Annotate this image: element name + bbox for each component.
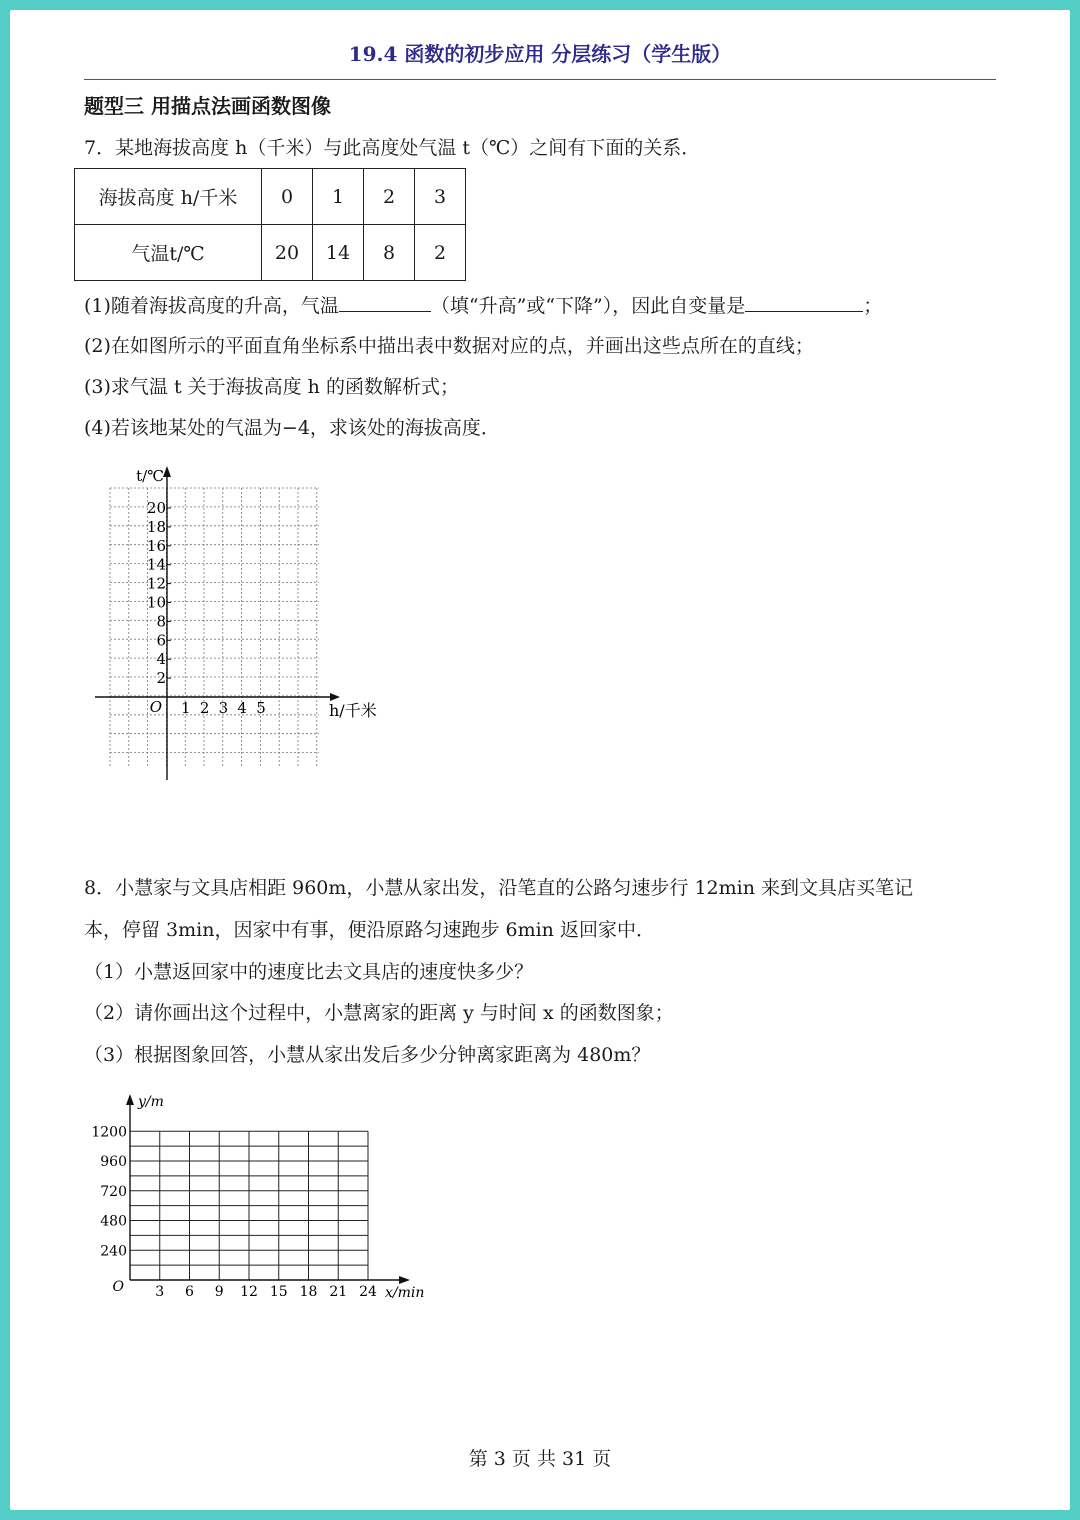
q8-line2: 本，停留 3min，因家中有事，便沿原路匀速跑步 6min 返回家中． [84,919,655,941]
y-axis-label: y/m [138,1094,164,1110]
x-tick-label: 18 [299,1284,318,1300]
x-axis-label: x/min [385,1285,425,1300]
section-title: 题型三 用描点法画函数图像 [84,94,331,118]
q8-part2: （2）请你画出这个过程中，小慧离家的距离 y 与时间 x 的函数图象； [84,1002,674,1024]
y-tick-label: 480 [100,1213,127,1230]
y-tick-label: 240 [100,1243,127,1260]
chart2-grid [130,1131,368,1280]
table-cell: 20 [262,225,313,281]
chart2-axes [126,1094,410,1284]
y-tick-label: 2 [156,669,166,688]
q7-stem: 7．某地海拔高度 h（千米）与此高度处气温 t（℃）之间有下面的关系． [84,137,701,159]
q7-part1-text-c: ； [863,295,883,317]
y-tick-label: 12 [146,574,166,593]
q7-part1-text-a: (1)随着海拔高度的升高，气温 [84,295,339,317]
x-tick-label: 3 [155,1284,165,1300]
page-footer: 第 3 页 共 31 页 [468,1448,612,1470]
table-cell: 8 [364,225,415,281]
chart1-axes [95,466,340,780]
table-row-label: 海拔高度 h/千米 [75,169,262,225]
table-cell: 2 [415,225,466,281]
x-tick-label: 6 [185,1284,194,1300]
q8-part3: （3）根据图象回答，小慧从家出发后多少分钟离家距离为 480m？ [84,1044,651,1066]
x-tick-label: 4 [237,699,247,717]
x-tick-label: 9 [214,1284,224,1300]
x-tick-label: 21 [329,1284,348,1300]
chart-distance-time [70,1080,440,1300]
chart1-labels [136,467,377,720]
q8-part1: （1）小慧返回家中的速度比去文具店的速度快多少？ [84,961,534,983]
header-divider [84,79,996,80]
origin-label: O [149,698,162,716]
q7-data-table [74,168,466,281]
q7-part3: (3)求气温 t 关于海拔高度 h 的函数解析式； [84,376,459,398]
origin-label: O [112,1279,124,1295]
answer-blank-2[interactable] [745,291,863,312]
y-tick-label: 18 [146,517,166,536]
table-row [75,169,466,225]
y-tick-label: 960 [100,1154,127,1170]
x-tick-label: 3 [218,699,229,717]
x-tick-label: 1 [181,699,191,717]
answer-blank-1[interactable] [339,291,431,312]
y-tick-label: 20 [146,499,166,517]
q8-line1: 8．小慧家与文具店相距 960m，小慧从家出发，沿笔直的公路匀速步行 12min 来到文具店买笔记 [84,877,913,899]
x-tick-label: 5 [256,699,266,717]
y-axis-arrow-icon [126,1094,134,1105]
chart-temperature-altitude [70,450,400,790]
chart1-grid [110,488,319,768]
y-axis-label: t/℃ [136,467,164,485]
x-axis-arrow-icon [399,1276,410,1284]
x-tick-label: 24 [359,1284,377,1300]
y-tick-label: 10 [146,593,166,612]
page-header-title: 19.4 函数的初步应用 分层练习（学生版） [348,42,732,66]
q7-part4: (4)若该地某处的气温为−4，求该处的海拔高度． [84,417,500,439]
y-tick-label: 720 [100,1183,127,1200]
worksheet-page [10,10,1070,1510]
table-row-label: 气温t/℃ [75,225,262,281]
q7-part1 [84,291,882,320]
table-row [75,225,466,281]
chart2-labels [91,1094,424,1300]
y-tick-label: 4 [156,650,166,669]
table-cell: 1 [313,169,364,225]
y-tick-label: 1200 [91,1124,127,1141]
table-cell: 14 [313,225,364,281]
table-cell: 0 [262,169,313,225]
q7-part1-text-b: （填“升高”或“下降”），因此自变量是 [430,295,746,317]
table-cell: 2 [364,169,415,225]
x-tick-label: 2 [199,699,210,717]
table-cell: 3 [415,169,466,225]
q7-part2: (2)在如图所示的平面直角坐标系中描出表中数据对应的点，并画出这些点所在的直线； [84,335,814,357]
x-tick-label: 15 [269,1284,288,1300]
x-axis-arrow-icon [330,693,340,701]
y-tick-label: 16 [146,536,166,555]
x-tick-label: 12 [240,1284,258,1300]
y-tick-label: 6 [156,631,166,650]
y-tick-label: 14 [146,555,166,574]
y-axis-arrow-icon [163,466,171,477]
x-axis-label: h/千米 [329,701,377,720]
y-tick-label: 8 [156,612,166,631]
